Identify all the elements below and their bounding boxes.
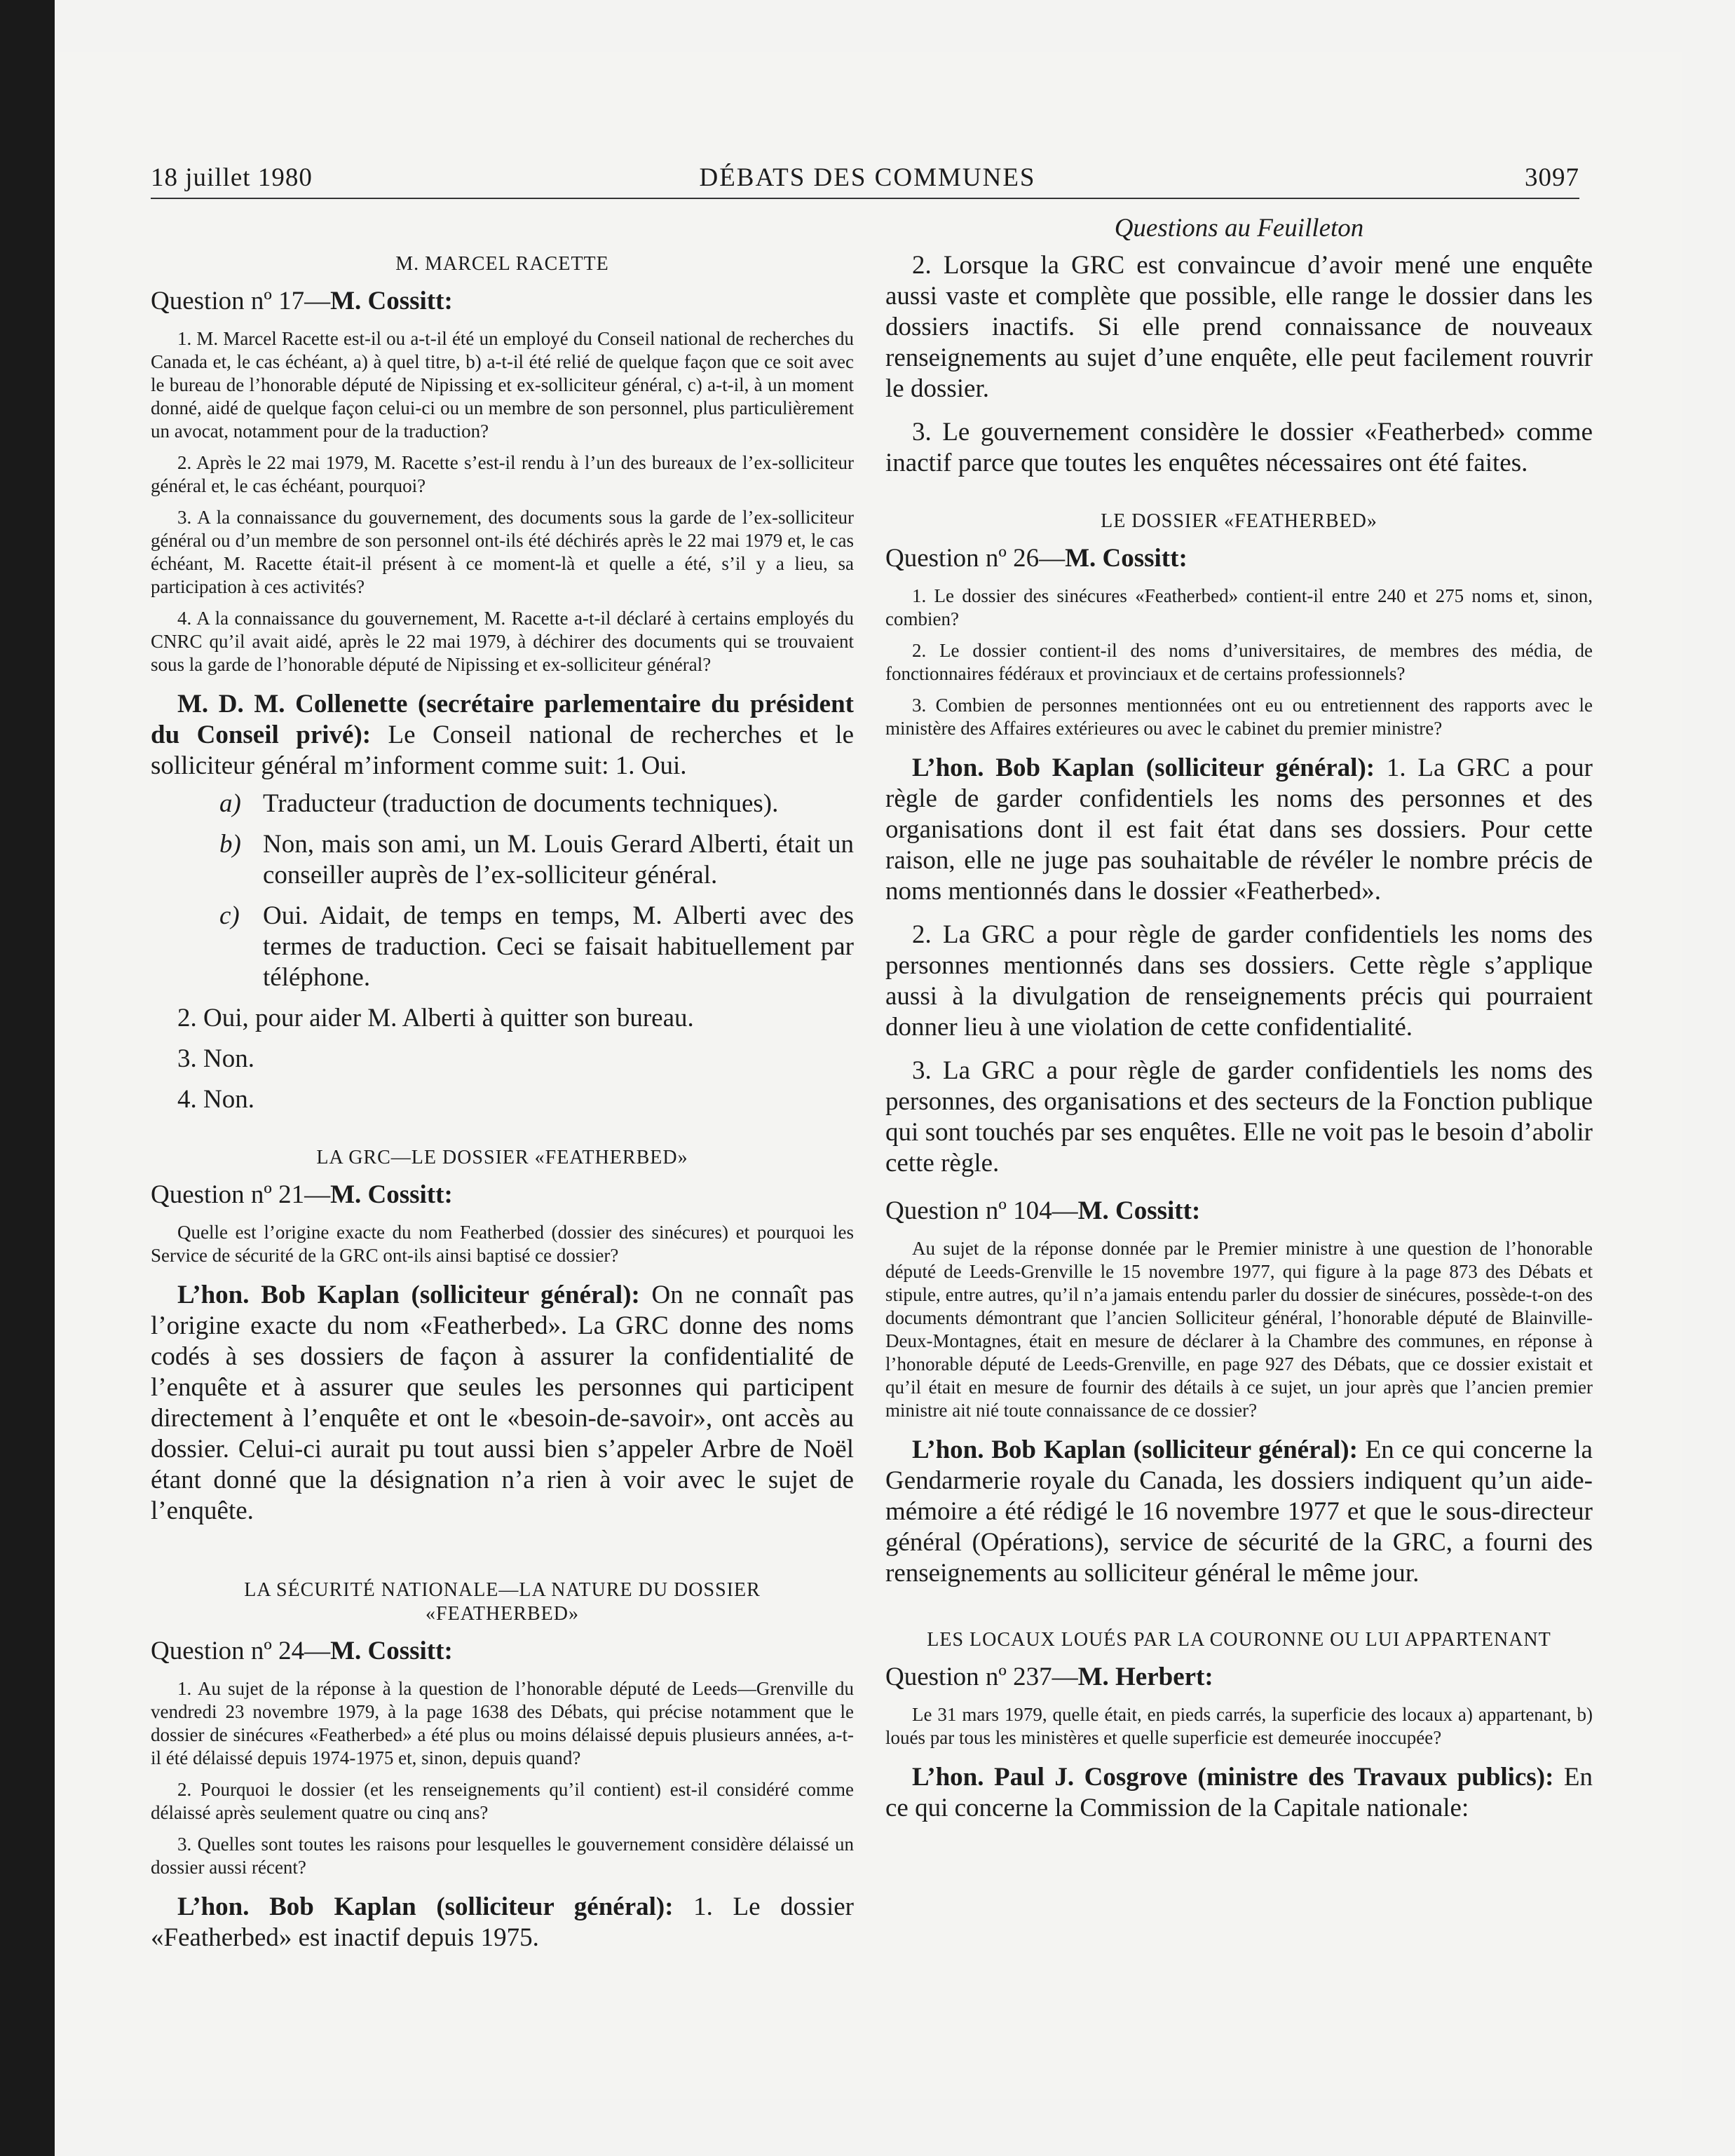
answer-text: En ce qui concerne la Commission de la Capitale nationale:	[885, 1763, 1593, 1822]
answer-speaker: L’hon. Bob Kaplan (solliciteur général):	[177, 1892, 674, 1921]
question-heading	[151, 1636, 854, 1666]
answer-item-label: c)	[219, 901, 240, 930]
answer-item-label: b)	[219, 830, 241, 859]
question-author: M. Cossitt:	[330, 1637, 453, 1665]
scan-edge	[0, 0, 55, 2156]
question-heading	[151, 286, 854, 316]
header-rule	[151, 198, 1579, 199]
question-paragraph: 1. M. Marcel Racette est-il ou a-t-il été un employé du Conseil national de recherches du Canada et, le cas échéant, a) à quel titre, b) a-t-il été relié de quelque façon que ce soit avec le bureau de l’honorable député de Nipissing et ex-solliciteur général, c) a-t-il, à un moment donné, aidé de quelque façon celui-ci ou un membre de son personnel, plus particulièrement un avocat, notamment pour de la traduction?	[151, 328, 854, 442]
answer-numbered: 2. Oui, pour aider M. Alberti à quitter son bureau.	[177, 1004, 694, 1032]
answer-paragraph	[885, 1762, 1593, 1824]
answer-speaker: L’hon. Bob Kaplan (solliciteur général):	[912, 1435, 1358, 1464]
question-paragraph: 1. Au sujet de la réponse à la question de l’honorable député de Leeds—Grenville du vendredi 23 novembre 1979, à la page 1638 des Débats, qui précise notamment que le dossier de sinécures «Featherbed» a été plus ou moins délaissé depuis plusieurs années, a-t-il été délaissé depuis 1974-1975 et, sinon, depuis quand?	[151, 1678, 854, 1768]
question-author: M. Cossitt:	[1065, 544, 1188, 573]
question-number: Question nº 237—	[885, 1663, 1078, 1691]
section-title: M. MARCEL RACETTE	[395, 253, 609, 275]
header-date: 18 juillet 1980	[151, 163, 313, 192]
answer-paragraph	[151, 1892, 854, 1953]
question-heading	[885, 1196, 1593, 1226]
question-number: Question nº 104—	[885, 1196, 1078, 1225]
question-author: M. Cossitt:	[330, 287, 453, 315]
answer-item	[151, 901, 854, 993]
question-paragraph: 4. A la connaissance du gouvernement, M. Racette a-t-il déclaré à certains employés du CNRC qu’il avait aidé, après le 22 mai 1979, à déchirer des documents qui se trouvaient sous la garde de l’honorable député de Nipissing et ex-solliciteur général?	[151, 608, 854, 675]
answer-paragraph: 3. Le gouvernement considère le dossier «Featherbed» comme inactif parce que toutes les enquêtes nécessaires ont été faites.	[885, 418, 1593, 477]
answer-text: 1. La GRC a pour règle de garder confidentiels les noms des personnes et des organisations dont il est fait état dans ses dossiers. Pour cette raison, elle ne juge pas souhaitable de révéler le nombre précis de noms mentionnés dans le dossier «Featherbed».	[885, 753, 1593, 906]
question-paragraph: Quelle est l’origine exacte du nom Featherbed (dossier des sinécures) et pourquoi les Service de sécurité de la GRC ont-ils ainsi baptisé ce dossier?	[151, 1222, 854, 1266]
answer-text: On ne connaît pas l’origine exacte du nom «Featherbed». La GRC donne des noms codés à ses dossiers de façon à assurer la confidentialité de l’enquête et à assurer que seules les personnes qui participent directement à l’enquête et ont le «besoin-de-savoir», ont accès au dossier. Celui-ci aurait pu tout aussi bien s’appeler Arbre de Noël étant donné que la désignation n’a rien à voir avec le sujet de l’enquête.	[151, 1281, 854, 1525]
question-heading	[885, 543, 1593, 573]
question-author: M. Cossitt:	[1077, 1196, 1201, 1225]
section-title	[151, 1578, 854, 1626]
answer-text: 1. Le dossier «Featherbed» est inactif depuis 1975.	[151, 1892, 854, 1952]
question-heading	[885, 1662, 1593, 1692]
answer-text: Le Conseil national de recherches et le solliciteur général m’informent comme suit: 1. Oui.	[151, 721, 855, 780]
section-title: LE DOSSIER «FEATHERBED»	[1101, 510, 1377, 532]
question-paragraph: 2. Le dossier contient-il des noms d’universitaires, de membres des média, de fonctionnaires fédéraux et provinciaux et de certains professionnels?	[885, 640, 1593, 684]
answer-speaker: M. D. M. Collenette (secrétaire parlementaire du président du Conseil privé):	[151, 690, 854, 749]
section-title: LES LOCAUX LOUÉS PAR LA COURONNE OU LUI APPARTENANT	[927, 1629, 1551, 1651]
question-paragraph: Le 31 mars 1979, quelle était, en pieds carrés, la superficie des locaux a) appartenant, b) loués par tous les ministères et quelle superficie est demeurée inoccupée?	[885, 1704, 1593, 1748]
question-number: Question nº 26—	[885, 544, 1066, 573]
answer-item-label: a)	[219, 789, 241, 818]
question-paragraph: Au sujet de la réponse donnée par le Premier ministre à une question de l’honorable député de Leeds-Grenville le 15 novembre 1977, qui figure à la page 873 des Débats et stipule, entre autres, qu’il n’a jamais entendu parler du dossier de sinécures, possède-t-on des documents démontrant que l’ancien Solliciteur général, l’honorable député de Blainville-Deux-Montagnes, était en mesure de déclarer à la Chambre des communes, en réponse à l’honorable député de Leeds-Grenville, en page 927 des Débats, que ce dossier existait et qu’il était en mesure de fournir des détails à ce sujet, un jour après que l’ancien premier ministre ait nié toute connaissance de ce dossier?	[885, 1238, 1593, 1421]
header-title: DÉBATS DES COMMUNES	[699, 163, 1036, 192]
answer-paragraph: 3. La GRC a pour règle de garder confidentiels les noms des personnes, des organisations et des secteurs de la Fonction publique qui sont touchés par ses enquêtes. Elle ne voit pas le besoin d’abolir cette règle.	[885, 1056, 1593, 1178]
section-title: LA GRC—LE DOSSIER «FEATHERBED»	[316, 1147, 688, 1168]
answer-paragraph: 2. La GRC a pour règle de garder confidentiels les noms des personnes mentionnés dans ses dossiers. Cette règle s’applique aussi à la divulgation de renseignements précis qui pourraient donner lieu à une violation de cette confidentialité.	[885, 920, 1593, 1042]
question-paragraph: 2. Après le 22 mai 1979, M. Racette s’est-il rendu à l’un des bureaux de l’ex-solliciteur général et, le cas échéant, pourquoi?	[151, 452, 854, 496]
question-paragraph: 3. Combien de personnes mentionnées ont eu ou entretiennent des rapports avec le ministère des Affaires extérieures ou avec le cabinet du premier ministre?	[885, 695, 1593, 739]
question-number: Question nº 21—	[151, 1180, 331, 1209]
answer-numbered: 3. Non.	[177, 1044, 254, 1073]
answer-paragraph	[151, 1280, 854, 1527]
answer-item	[151, 829, 854, 891]
question-heading	[151, 1180, 854, 1210]
answer-item-text: Non, mais son ami, un M. Louis Gerard Alberti, était un conseiller auprès de l’ex-solliciteur général.	[263, 830, 854, 889]
question-number: Question nº 17—	[151, 287, 331, 315]
answer-item	[151, 789, 854, 819]
question-author: M. Cossitt:	[330, 1180, 453, 1209]
answer-paragraph	[885, 753, 1593, 907]
answer-speaker: L’hon. Bob Kaplan (solliciteur général):	[912, 753, 1375, 782]
answer-paragraph: 2. Lorsque la GRC est convaincue d’avoir mené une enquête aussi vaste et complète que possible, elle range le dossier dans les dossiers inactifs. Si elle prend connaissance de nouveaux renseignements au sujet d’une enquête, elle peut facilement rouvrir le dossier.	[885, 251, 1593, 403]
question-paragraph: 3. A la connaissance du gouvernement, des documents sous la garde de l’ex-solliciteur général ou d’un membre de son personnel ont-ils été déchirés après le 22 mai 1979 et, le cas échéant, M. Racette était-il présent à ce moment-là et quelle a été, s’il y a lieu, sa participation à ces activités?	[151, 507, 854, 597]
question-author: M. Herbert:	[1077, 1663, 1213, 1691]
header-page-number: 3097	[1525, 163, 1579, 192]
question-number: Question nº 24—	[151, 1637, 331, 1665]
right-column	[885, 213, 1593, 1824]
answer-paragraph	[151, 689, 854, 782]
answer-item-text: Traducteur (traduction de documents techniques).	[263, 789, 779, 818]
question-paragraph: 1. Le dossier des sinécures «Featherbed» contient-il entre 240 et 275 noms et, sinon, combien?	[885, 585, 1593, 629]
answer-speaker: L’hon. Bob Kaplan (solliciteur général):	[177, 1281, 640, 1309]
answer-text: En ce qui concerne la Gendarmerie royale du Canada, les dossiers indiquent qu’un aide-mémoire a été rédigé le 16 novembre 1977 et que le sous-directeur général (Opérations), service de sécurité de la GRC, a fourni des renseignements au solliciteur général le même jour.	[885, 1435, 1593, 1588]
answer-speaker: L’hon. Paul J. Cosgrove (ministre des Travaux publics):	[912, 1763, 1554, 1792]
question-paragraph: 2. Pourquoi le dossier (et les renseignements qu’il contient) est-il considéré comme délaissé après seulement quatre ou cinq ans?	[151, 1779, 854, 1823]
answer-numbered: 4. Non.	[177, 1085, 254, 1114]
answer-item-text: Oui. Aidait, de temps en temps, M. Alberti avec des termes de traduction. Ceci se faisait habituellement par téléphone.	[263, 901, 854, 992]
section-title-line: LA SÉCURITÉ NATIONALE—LA NATURE DU DOSSIER	[244, 1579, 761, 1601]
question-paragraph: 3. Quelles sont toutes les raisons pour lesquelles le gouvernement considère délaissé un dossier aussi récent?	[151, 1834, 854, 1878]
running-head: Questions au Feuilleton	[1114, 214, 1364, 243]
answer-list	[151, 789, 854, 993]
section-title-line: «FEATHERBED»	[426, 1603, 579, 1625]
answer-paragraph	[885, 1435, 1593, 1589]
left-column	[151, 213, 854, 1953]
